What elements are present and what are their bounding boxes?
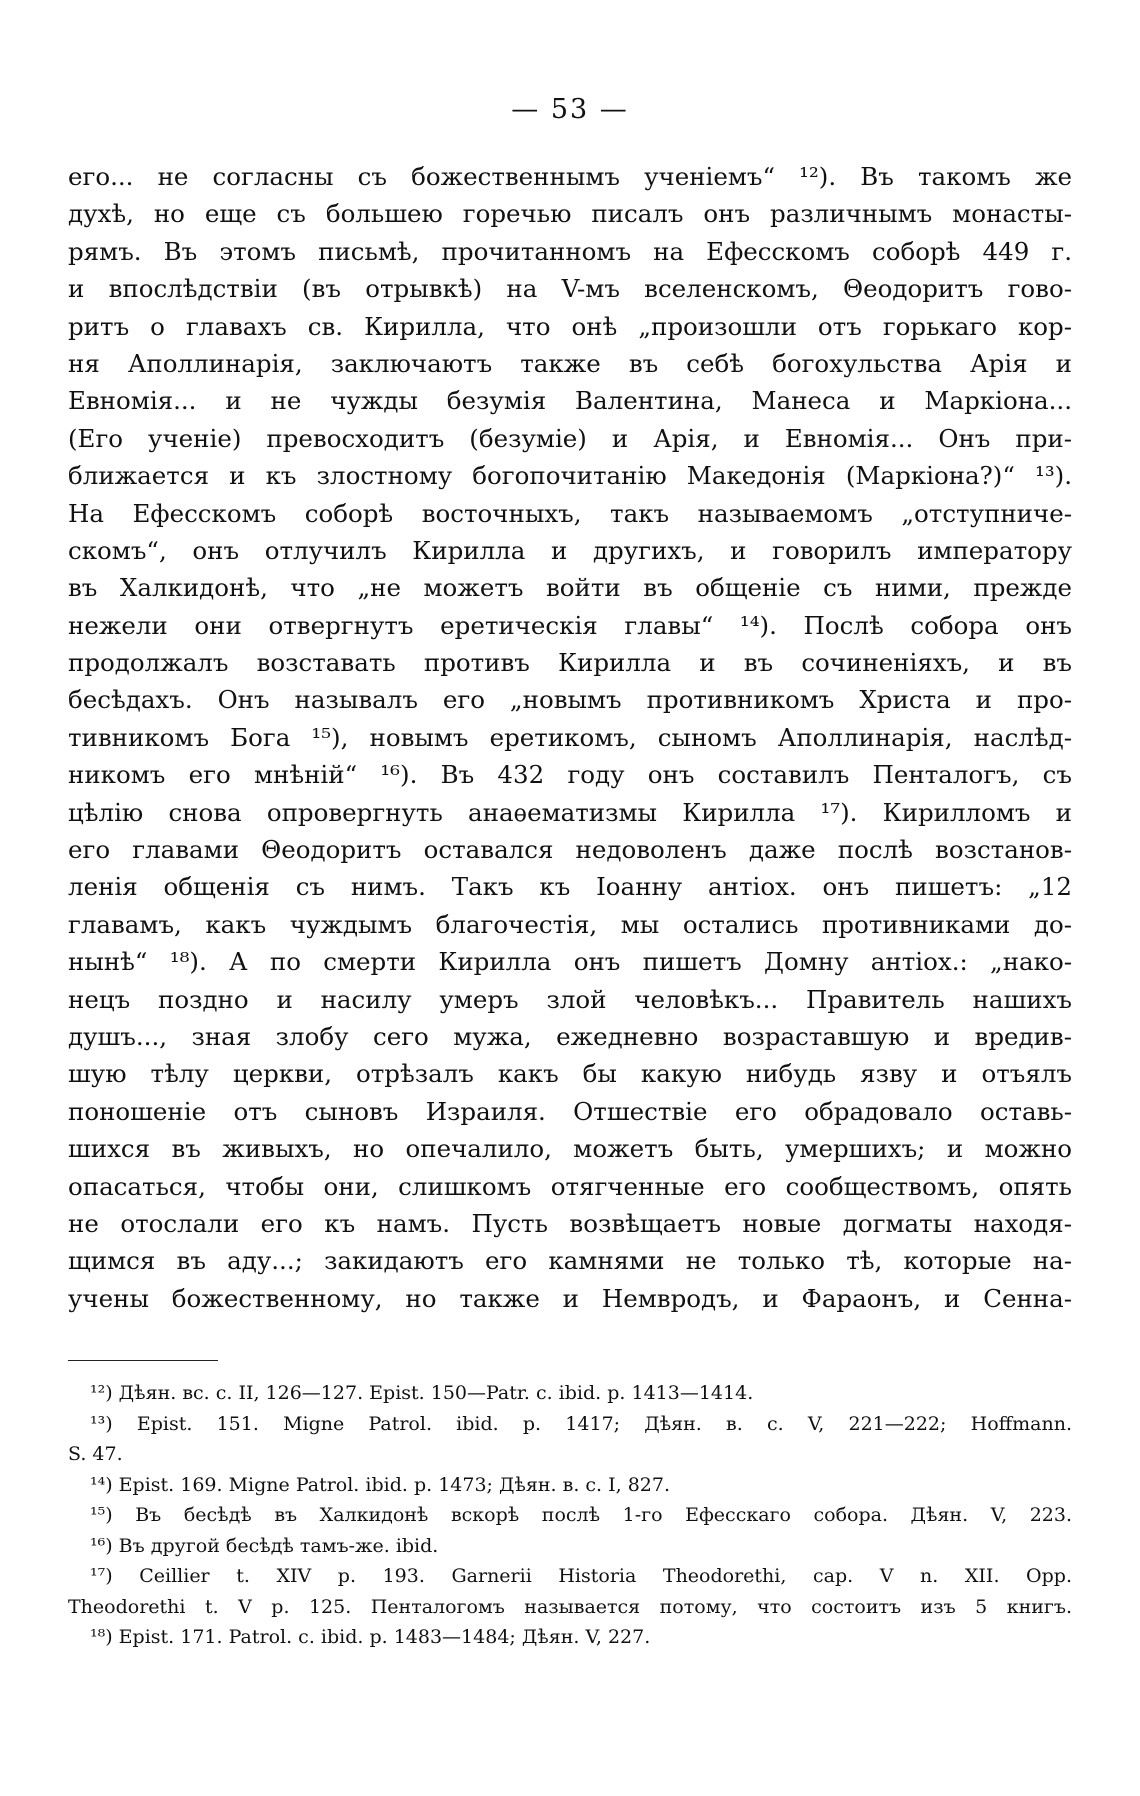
footnote-line: ¹⁵) Въ бесѣдѣ въ Халкидонѣ вскорѣ послѣ 1-го Ефесскаго собора. Дѣян. V, 223.	[90, 1504, 1072, 1526]
text-line: и впослѣдствіи (въ отрывкѣ) на V-мъ вселенскомъ, Θеодоритъ гово-	[68, 274, 1072, 304]
text-line: продолжалъ возставать противъ Кирилла и въ сочиненіяхъ, и въ	[68, 648, 1072, 678]
text-line: бесѣдахъ. Онъ называлъ его „новымъ противникомъ Христа и про-	[68, 685, 1072, 715]
text-line: не отослали его къ намъ. Пусть возвѣщаетъ новые догматы находя-	[68, 1208, 1072, 1238]
text-line: На Ефесскомъ соборѣ восточныхъ, такъ называемомъ „отступниче-	[68, 498, 1072, 528]
text-line: нецъ поздно и насилу умеръ злой человѣкъ... Правитель нашихъ	[68, 984, 1072, 1014]
text-line: ленія общенія съ нимъ. Такъ къ Іоанну антіох. онъ пишетъ: „12	[68, 872, 1072, 902]
footnote-separator	[68, 1360, 218, 1361]
text-line: его главами Θеодоритъ оставался недоволенъ даже послѣ возстанов-	[68, 835, 1072, 865]
text-line: (Его ученіе) превосходитъ (безуміе) и Арія, и Евномія... Онъ при-	[68, 423, 1072, 453]
text-line: шихся въ живыхъ, но опечалило, можетъ быть, умершихъ; и можно	[68, 1134, 1072, 1164]
text-line: въ Халкидонѣ, что „не можетъ войти въ общеніе съ ними, прежде	[68, 573, 1072, 603]
text-line: шую тѣлу церкви, отрѣзалъ какъ бы какую нибудь язву и отъялъ	[68, 1059, 1072, 1089]
text-line: тивникомъ Бога ¹⁵), новымъ еретикомъ, сыномъ Аполлинарія, наслѣд-	[68, 722, 1072, 752]
footnote-line: ¹⁸) Epist. 171. Patrol. c. ibid. p. 1483—1484; Дѣян. V, 227.	[90, 1626, 651, 1648]
text-line: Евномія... и не чужды безумія Валентина, Манеса и Маркіона...	[68, 386, 1072, 416]
footnote-line: S. 47.	[68, 1443, 123, 1465]
text-line: нынѣ“ ¹⁸). А по смерти Кирилла онъ пишетъ Домну антіох.: „нако-	[68, 947, 1072, 977]
text-line: главамъ, какъ чуждымъ благочестія, мы остались противниками до-	[68, 909, 1072, 939]
text-line: нежели они отвергнутъ еретическія главы“ ¹⁴). Послѣ собора онъ	[68, 610, 1072, 640]
footnote-line: ¹⁷) Ceillier t. XIV p. 193. Garnerii Historia Theodorethi, cap. V n. XII. Opp.	[90, 1565, 1072, 1587]
footnote-line: ¹²) Дѣян. вс. с. II, 126—127. Epist. 150—Patr. c. ibid. p. 1413—1414.	[90, 1382, 754, 1404]
footnotes	[68, 1378, 1072, 1653]
text-line: его... не согласны съ божественнымъ ученіемъ“ ¹²). Въ такомъ же	[68, 162, 1072, 191]
page-number: — 53 —	[511, 94, 629, 125]
footnote-line: ¹⁶) Въ другой бесѣдѣ тамъ-же. ibid.	[90, 1534, 439, 1557]
text-line: рямъ. Въ этомъ письмѣ, прочитанномъ на Ефесскомъ соборѣ 449 г.	[68, 236, 1072, 266]
footnote-line: ¹⁴) Epist. 169. Migne Patrol. ibid. p. 1473; Дѣян. в. с. I, 827.	[90, 1473, 671, 1496]
text-line: учены божественному, но также и Немвродъ, и Фараонъ, и Сенна-	[68, 1283, 1072, 1313]
text-line: духѣ, но еще съ большею горечью писалъ онъ различнымъ монасты-	[68, 199, 1072, 229]
text-line: ближается и къ злостному богопочитанію Македонія (Маркіона?)“ ¹³).	[68, 461, 1072, 491]
footnote-line: Theodorethi t. V p. 125. Пенталогомъ называется потому, что состоитъ изъ 5 книгъ.	[68, 1595, 1072, 1618]
book-page	[68, 0, 1072, 1796]
text-line: ритъ о главахъ св. Кирилла, что онѣ „произошли отъ горькаго кор-	[68, 311, 1072, 341]
text-line: опасаться, чтобы они, слишкомъ отягченные его сообществомъ, опять	[68, 1171, 1072, 1201]
text-line: скомъ“, онъ отлучилъ Кирилла и другихъ, и говорилъ императору	[68, 535, 1072, 565]
footnote-line: ¹³) Epist. 151. Migne Patrol. ibid. p. 1417; Дѣян. в. с. V, 221—222; Hoffmann.	[90, 1412, 1072, 1435]
text-line: щимся въ аду...; закидаютъ его камнями не только тѣ, которые на-	[68, 1246, 1072, 1276]
text-line: душъ..., зная злобу сего мужа, ежедневно возраставшую и вредив-	[68, 1021, 1072, 1051]
text-line: никомъ его мнѣній“ ¹⁶). Въ 432 году онъ составилъ Пенталогъ, съ	[68, 760, 1072, 790]
text-line: ня Аполлинарія, заключаютъ также въ себѣ богохульства Арія и	[68, 348, 1072, 378]
main-text	[68, 158, 1072, 1317]
text-line: цѣлію снова опровергнуть анаѳематизмы Кирилла ¹⁷). Кирилломъ и	[68, 797, 1072, 827]
text-line: поношеніе отъ сыновъ Израиля. Отшествіе его обрадовало оставь-	[68, 1096, 1072, 1126]
